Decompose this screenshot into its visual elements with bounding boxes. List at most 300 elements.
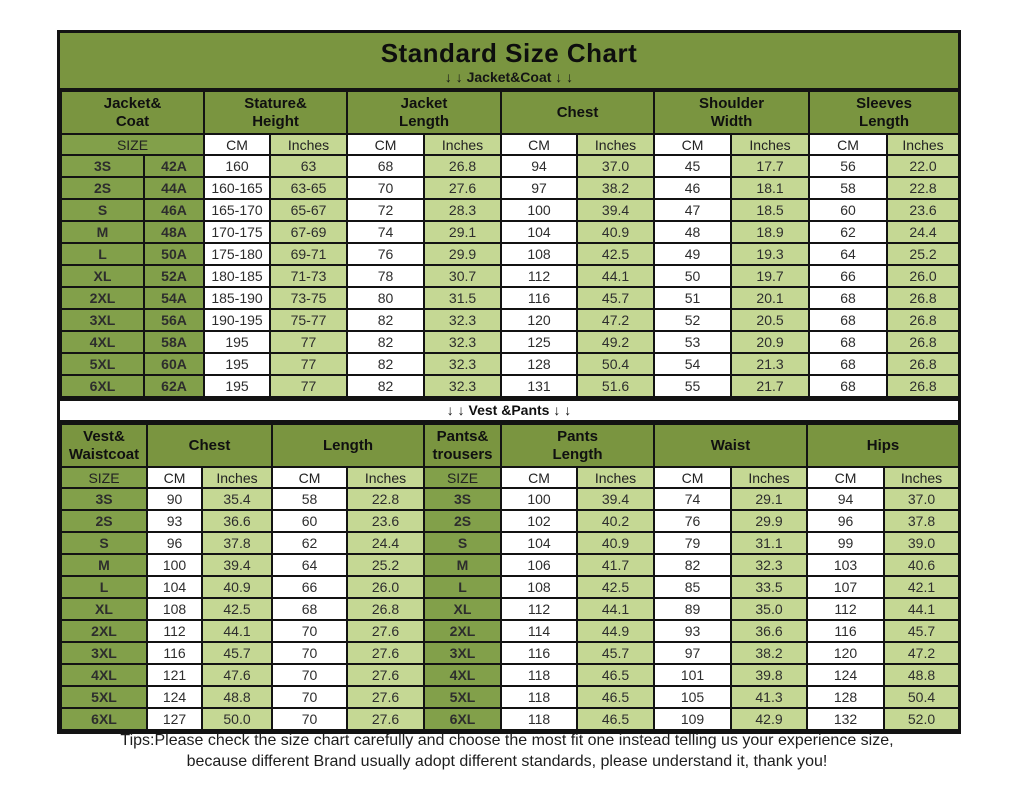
measurement-cell: 128 <box>807 686 884 708</box>
measurement-cell: 26.8 <box>887 375 959 397</box>
measurement-cell: 44.1 <box>577 265 654 287</box>
unit-header-cell: Inches <box>731 467 807 488</box>
size-label-cell: L <box>61 243 144 265</box>
measurement-cell: 195 <box>204 353 270 375</box>
size-label-cell: L <box>61 576 147 598</box>
measurement-cell: 40.9 <box>577 532 654 554</box>
measurement-cell: 68 <box>272 598 347 620</box>
column-group-header: Length <box>272 424 424 467</box>
measurement-cell: 27.6 <box>347 708 424 730</box>
size-label-cell: 3XL <box>61 309 144 331</box>
measurement-cell: 22.8 <box>887 177 959 199</box>
size-label-cell: 2S <box>61 510 147 532</box>
measurement-cell: 104 <box>501 532 577 554</box>
unit-header-cell: CM <box>807 467 884 488</box>
tips-note <box>0 730 1014 772</box>
measurement-cell: 127 <box>147 708 202 730</box>
table-row <box>61 620 959 642</box>
measurement-cell: 64 <box>809 243 887 265</box>
measurement-cell: 23.6 <box>887 199 959 221</box>
measurement-cell: 80 <box>347 287 424 309</box>
unit-header-cell: Inches <box>270 134 347 155</box>
measurement-cell: 28.3 <box>424 199 501 221</box>
measurement-cell: 66 <box>809 265 887 287</box>
measurement-cell: 44.1 <box>577 598 654 620</box>
unit-header-cell: SIZE <box>61 467 147 488</box>
size-label-cell: 3S <box>424 488 501 510</box>
column-group-header: Sleeves Length <box>809 91 959 134</box>
measurement-cell: 124 <box>147 686 202 708</box>
measurement-cell: 63-65 <box>270 177 347 199</box>
measurement-cell: 74 <box>347 221 424 243</box>
measurement-cell: 33.5 <box>731 576 807 598</box>
measurement-cell: 25.2 <box>347 554 424 576</box>
measurement-cell: 26.8 <box>887 287 959 309</box>
measurement-cell: 44.1 <box>202 620 272 642</box>
table-row <box>61 287 959 309</box>
measurement-cell: 19.3 <box>731 243 809 265</box>
measurement-cell: 107 <box>807 576 884 598</box>
measurement-cell: 100 <box>501 488 577 510</box>
table-row <box>61 708 959 730</box>
measurement-cell: 39.4 <box>202 554 272 576</box>
table-row <box>61 199 959 221</box>
table-row <box>61 265 959 287</box>
measurement-cell: 42.5 <box>202 598 272 620</box>
measurement-cell: 82 <box>654 554 731 576</box>
measurement-cell: 96 <box>147 532 202 554</box>
table-row <box>61 353 959 375</box>
measurement-cell: 29.1 <box>731 488 807 510</box>
measurement-cell: 32.3 <box>731 554 807 576</box>
measurement-cell: 94 <box>807 488 884 510</box>
size-label-cell: 46A <box>144 199 204 221</box>
size-label-cell: 2XL <box>424 620 501 642</box>
measurement-cell: 68 <box>809 331 887 353</box>
table-row <box>61 532 959 554</box>
measurement-cell: 160 <box>204 155 270 177</box>
measurement-cell: 82 <box>347 309 424 331</box>
measurement-cell: 116 <box>501 642 577 664</box>
measurement-cell: 40.2 <box>577 510 654 532</box>
measurement-cell: 106 <box>501 554 577 576</box>
measurement-cell: 50.4 <box>884 686 959 708</box>
measurement-cell: 124 <box>807 664 884 686</box>
size-label-cell: 5XL <box>61 353 144 375</box>
measurement-cell: 35.0 <box>731 598 807 620</box>
measurement-cell: 71-73 <box>270 265 347 287</box>
size-label-cell: 3XL <box>61 642 147 664</box>
unit-header-cell: SIZE <box>424 467 501 488</box>
column-group-header: Stature& Height <box>204 91 347 134</box>
measurement-cell: 63 <box>270 155 347 177</box>
measurement-cell: 100 <box>501 199 577 221</box>
table-row <box>61 488 959 510</box>
measurement-cell: 45.7 <box>577 642 654 664</box>
measurement-cell: 50 <box>654 265 731 287</box>
size-label-cell: XL <box>424 598 501 620</box>
measurement-cell: 41.3 <box>731 686 807 708</box>
measurement-cell: 38.2 <box>731 642 807 664</box>
size-label-cell: 3S <box>61 488 147 510</box>
measurement-cell: 18.5 <box>731 199 809 221</box>
page-title: Standard Size Chart <box>380 38 638 68</box>
unit-header-cell: Inches <box>731 134 809 155</box>
measurement-cell: 108 <box>501 576 577 598</box>
size-label-cell: XL <box>61 598 147 620</box>
measurement-cell: 38.2 <box>577 177 654 199</box>
table-row <box>61 598 959 620</box>
measurement-cell: 32.3 <box>424 331 501 353</box>
size-label-cell: 4XL <box>424 664 501 686</box>
measurement-cell: 70 <box>272 708 347 730</box>
measurement-cell: 39.4 <box>577 199 654 221</box>
measurement-cell: 82 <box>347 375 424 397</box>
measurement-cell: 51 <box>654 287 731 309</box>
measurement-cell: 76 <box>347 243 424 265</box>
size-label-cell: S <box>61 532 147 554</box>
measurement-cell: 41.7 <box>577 554 654 576</box>
size-label-cell: 2XL <box>61 620 147 642</box>
size-label-cell: 48A <box>144 221 204 243</box>
size-label-cell: 3XL <box>424 642 501 664</box>
measurement-cell: 37.0 <box>884 488 959 510</box>
measurement-cell: 116 <box>807 620 884 642</box>
measurement-cell: 118 <box>501 664 577 686</box>
measurement-cell: 48.8 <box>202 686 272 708</box>
measurement-cell: 40.9 <box>202 576 272 598</box>
measurement-cell: 31.5 <box>424 287 501 309</box>
measurement-cell: 121 <box>147 664 202 686</box>
jacket-section-banner: ↓ ↓ Jacket&Coat ↓ ↓ <box>444 69 574 85</box>
size-label-cell: 50A <box>144 243 204 265</box>
measurement-cell: 40.6 <box>884 554 959 576</box>
measurement-cell: 45 <box>654 155 731 177</box>
measurement-cell: 60 <box>272 510 347 532</box>
measurement-cell: 29.9 <box>731 510 807 532</box>
table-row <box>61 686 959 708</box>
measurement-cell: 114 <box>501 620 577 642</box>
measurement-cell: 185-190 <box>204 287 270 309</box>
measurement-cell: 26.8 <box>424 155 501 177</box>
measurement-cell: 68 <box>347 155 424 177</box>
measurement-cell: 26.8 <box>887 353 959 375</box>
size-label-cell: 56A <box>144 309 204 331</box>
measurement-cell: 39.8 <box>731 664 807 686</box>
measurement-cell: 97 <box>501 177 577 199</box>
measurement-cell: 36.6 <box>202 510 272 532</box>
measurement-cell: 27.6 <box>347 664 424 686</box>
measurement-cell: 48.8 <box>884 664 959 686</box>
table-row <box>61 155 959 177</box>
column-group-header: Vest& Waistcoat <box>61 424 147 467</box>
measurement-cell: 68 <box>809 353 887 375</box>
measurement-cell: 47.2 <box>577 309 654 331</box>
measurement-cell: 18.1 <box>731 177 809 199</box>
measurement-cell: 47.2 <box>884 642 959 664</box>
measurement-cell: 77 <box>270 353 347 375</box>
measurement-cell: 90 <box>147 488 202 510</box>
measurement-cell: 58 <box>809 177 887 199</box>
measurement-cell: 47 <box>654 199 731 221</box>
measurement-cell: 128 <box>501 353 577 375</box>
measurement-cell: 46.5 <box>577 686 654 708</box>
measurement-cell: 27.6 <box>347 620 424 642</box>
size-label-cell: 54A <box>144 287 204 309</box>
measurement-cell: 46.5 <box>577 708 654 730</box>
measurement-cell: 74 <box>654 488 731 510</box>
measurement-cell: 76 <box>654 510 731 532</box>
measurement-cell: 19.7 <box>731 265 809 287</box>
measurement-cell: 75-77 <box>270 309 347 331</box>
column-group-header: Waist <box>654 424 807 467</box>
title-bar <box>60 33 958 90</box>
measurement-cell: 112 <box>501 598 577 620</box>
measurement-cell: 69-71 <box>270 243 347 265</box>
measurement-cell: 45.7 <box>577 287 654 309</box>
measurement-cell: 65-67 <box>270 199 347 221</box>
measurement-cell: 116 <box>147 642 202 664</box>
size-label-cell: 52A <box>144 265 204 287</box>
measurement-cell: 93 <box>654 620 731 642</box>
table-row <box>61 642 959 664</box>
tips-line-2: because different Brand usually adopt different standards, please understand it, thank you! <box>186 753 828 770</box>
size-label-cell: M <box>61 554 147 576</box>
column-group-header: Pants& trousers <box>424 424 501 467</box>
measurement-cell: 195 <box>204 331 270 353</box>
unit-header-cell: CM <box>501 467 577 488</box>
measurement-cell: 42.5 <box>577 243 654 265</box>
measurement-cell: 100 <box>147 554 202 576</box>
unit-header-cell: CM <box>204 134 270 155</box>
measurement-cell: 72 <box>347 199 424 221</box>
size-label-cell: 6XL <box>424 708 501 730</box>
size-label-cell: 62A <box>144 375 204 397</box>
measurement-cell: 195 <box>204 375 270 397</box>
measurement-cell: 42.9 <box>731 708 807 730</box>
table-row <box>61 177 959 199</box>
jacket-coat-table <box>60 90 960 398</box>
size-label-cell: XL <box>61 265 144 287</box>
table-row <box>61 243 959 265</box>
measurement-cell: 108 <box>501 243 577 265</box>
measurement-cell: 120 <box>807 642 884 664</box>
measurement-cell: 20.1 <box>731 287 809 309</box>
size-label-cell: 58A <box>144 331 204 353</box>
measurement-cell: 105 <box>654 686 731 708</box>
measurement-cell: 26.8 <box>887 331 959 353</box>
table-row <box>61 309 959 331</box>
measurement-cell: 50.0 <box>202 708 272 730</box>
measurement-cell: 60 <box>809 199 887 221</box>
measurement-cell: 56 <box>809 155 887 177</box>
measurement-cell: 44.9 <box>577 620 654 642</box>
measurement-cell: 54 <box>654 353 731 375</box>
measurement-cell: 51.6 <box>577 375 654 397</box>
measurement-cell: 26.8 <box>887 309 959 331</box>
measurement-cell: 39.4 <box>577 488 654 510</box>
measurement-cell: 93 <box>147 510 202 532</box>
measurement-cell: 27.6 <box>424 177 501 199</box>
measurement-cell: 108 <box>147 598 202 620</box>
unit-header-cell: SIZE <box>61 134 204 155</box>
measurement-cell: 64 <box>272 554 347 576</box>
measurement-cell: 180-185 <box>204 265 270 287</box>
table-row <box>61 576 959 598</box>
measurement-cell: 22.8 <box>347 488 424 510</box>
measurement-cell: 32.3 <box>424 375 501 397</box>
size-label-cell: 6XL <box>61 375 144 397</box>
table-row <box>61 664 959 686</box>
measurement-cell: 17.7 <box>731 155 809 177</box>
measurement-cell: 29.1 <box>424 221 501 243</box>
measurement-cell: 37.8 <box>202 532 272 554</box>
measurement-cell: 58 <box>272 488 347 510</box>
measurement-cell: 160-165 <box>204 177 270 199</box>
measurement-cell: 42.1 <box>884 576 959 598</box>
unit-header-cell: Inches <box>424 134 501 155</box>
measurement-cell: 55 <box>654 375 731 397</box>
measurement-cell: 112 <box>147 620 202 642</box>
measurement-cell: 50.4 <box>577 353 654 375</box>
table-row <box>61 554 959 576</box>
size-label-cell: 5XL <box>424 686 501 708</box>
measurement-cell: 78 <box>347 265 424 287</box>
measurement-cell: 27.6 <box>347 686 424 708</box>
unit-header-cell: CM <box>347 134 424 155</box>
measurement-cell: 109 <box>654 708 731 730</box>
measurement-cell: 68 <box>809 309 887 331</box>
size-label-cell: 42A <box>144 155 204 177</box>
measurement-cell: 36.6 <box>731 620 807 642</box>
measurement-cell: 49.2 <box>577 331 654 353</box>
measurement-cell: 116 <box>501 287 577 309</box>
measurement-cell: 46 <box>654 177 731 199</box>
measurement-cell: 21.7 <box>731 375 809 397</box>
measurement-cell: 77 <box>270 331 347 353</box>
measurement-cell: 26.0 <box>887 265 959 287</box>
column-group-header: Chest <box>501 91 654 134</box>
unit-header-cell: CM <box>654 134 731 155</box>
tips-line-1: Tips:Please check the size chart carefully and choose the most fit one instead telling us your experience size, <box>120 732 894 749</box>
column-group-header: Pants Length <box>501 424 654 467</box>
size-label-cell: S <box>424 532 501 554</box>
size-label-cell: 6XL <box>61 708 147 730</box>
unit-header-cell: CM <box>654 467 731 488</box>
size-label-cell: 60A <box>144 353 204 375</box>
measurement-cell: 53 <box>654 331 731 353</box>
measurement-cell: 62 <box>809 221 887 243</box>
measurement-cell: 24.4 <box>347 532 424 554</box>
measurement-cell: 37.8 <box>884 510 959 532</box>
measurement-cell: 104 <box>501 221 577 243</box>
column-group-header: Shoulder Width <box>654 91 809 134</box>
measurement-cell: 101 <box>654 664 731 686</box>
measurement-cell: 112 <box>501 265 577 287</box>
measurement-cell: 45.7 <box>884 620 959 642</box>
measurement-cell: 66 <box>272 576 347 598</box>
measurement-cell: 102 <box>501 510 577 532</box>
size-label-cell: 3S <box>61 155 144 177</box>
measurement-cell: 37.0 <box>577 155 654 177</box>
vest-pants-table <box>60 423 960 731</box>
size-label-cell: M <box>424 554 501 576</box>
measurement-cell: 39.0 <box>884 532 959 554</box>
unit-header-cell: Inches <box>202 467 272 488</box>
measurement-cell: 68 <box>809 287 887 309</box>
measurement-cell: 175-180 <box>204 243 270 265</box>
column-group-header: Chest <box>147 424 272 467</box>
measurement-cell: 21.3 <box>731 353 809 375</box>
measurement-cell: 49 <box>654 243 731 265</box>
measurement-cell: 73-75 <box>270 287 347 309</box>
measurement-cell: 27.6 <box>347 642 424 664</box>
size-label-cell: 44A <box>144 177 204 199</box>
measurement-cell: 70 <box>272 620 347 642</box>
measurement-cell: 82 <box>347 353 424 375</box>
measurement-cell: 70 <box>272 664 347 686</box>
measurement-cell: 120 <box>501 309 577 331</box>
measurement-cell: 23.6 <box>347 510 424 532</box>
measurement-cell: 47.6 <box>202 664 272 686</box>
measurement-cell: 35.4 <box>202 488 272 510</box>
measurement-cell: 77 <box>270 375 347 397</box>
size-label-cell: 2XL <box>61 287 144 309</box>
size-label-cell: 5XL <box>61 686 147 708</box>
measurement-cell: 31.1 <box>731 532 807 554</box>
measurement-cell: 20.5 <box>731 309 809 331</box>
table-row <box>61 331 959 353</box>
measurement-cell: 22.0 <box>887 155 959 177</box>
size-label-cell: 2S <box>61 177 144 199</box>
unit-header-cell: Inches <box>577 134 654 155</box>
size-chart-box <box>57 30 961 734</box>
measurement-cell: 62 <box>272 532 347 554</box>
unit-header-cell: Inches <box>884 467 959 488</box>
column-group-header: Jacket Length <box>347 91 501 134</box>
measurement-cell: 26.8 <box>347 598 424 620</box>
measurement-cell: 29.9 <box>424 243 501 265</box>
size-label-cell: L <box>424 576 501 598</box>
measurement-cell: 18.9 <box>731 221 809 243</box>
measurement-cell: 125 <box>501 331 577 353</box>
unit-header-cell: CM <box>501 134 577 155</box>
unit-header-cell: Inches <box>347 467 424 488</box>
measurement-cell: 85 <box>654 576 731 598</box>
measurement-cell: 70 <box>272 642 347 664</box>
measurement-cell: 26.0 <box>347 576 424 598</box>
column-group-header: Jacket& Coat <box>61 91 204 134</box>
measurement-cell: 104 <box>147 576 202 598</box>
measurement-cell: 79 <box>654 532 731 554</box>
unit-header-cell: CM <box>272 467 347 488</box>
unit-header-cell: Inches <box>887 134 959 155</box>
measurement-cell: 30.7 <box>424 265 501 287</box>
table-row <box>61 510 959 532</box>
measurement-cell: 97 <box>654 642 731 664</box>
measurement-cell: 68 <box>809 375 887 397</box>
size-label-cell: M <box>61 221 144 243</box>
unit-header-cell: Inches <box>577 467 654 488</box>
measurement-cell: 67-69 <box>270 221 347 243</box>
measurement-cell: 103 <box>807 554 884 576</box>
measurement-cell: 82 <box>347 331 424 353</box>
measurement-cell: 44.1 <box>884 598 959 620</box>
measurement-cell: 99 <box>807 532 884 554</box>
measurement-cell: 165-170 <box>204 199 270 221</box>
measurement-cell: 70 <box>347 177 424 199</box>
measurement-cell: 112 <box>807 598 884 620</box>
